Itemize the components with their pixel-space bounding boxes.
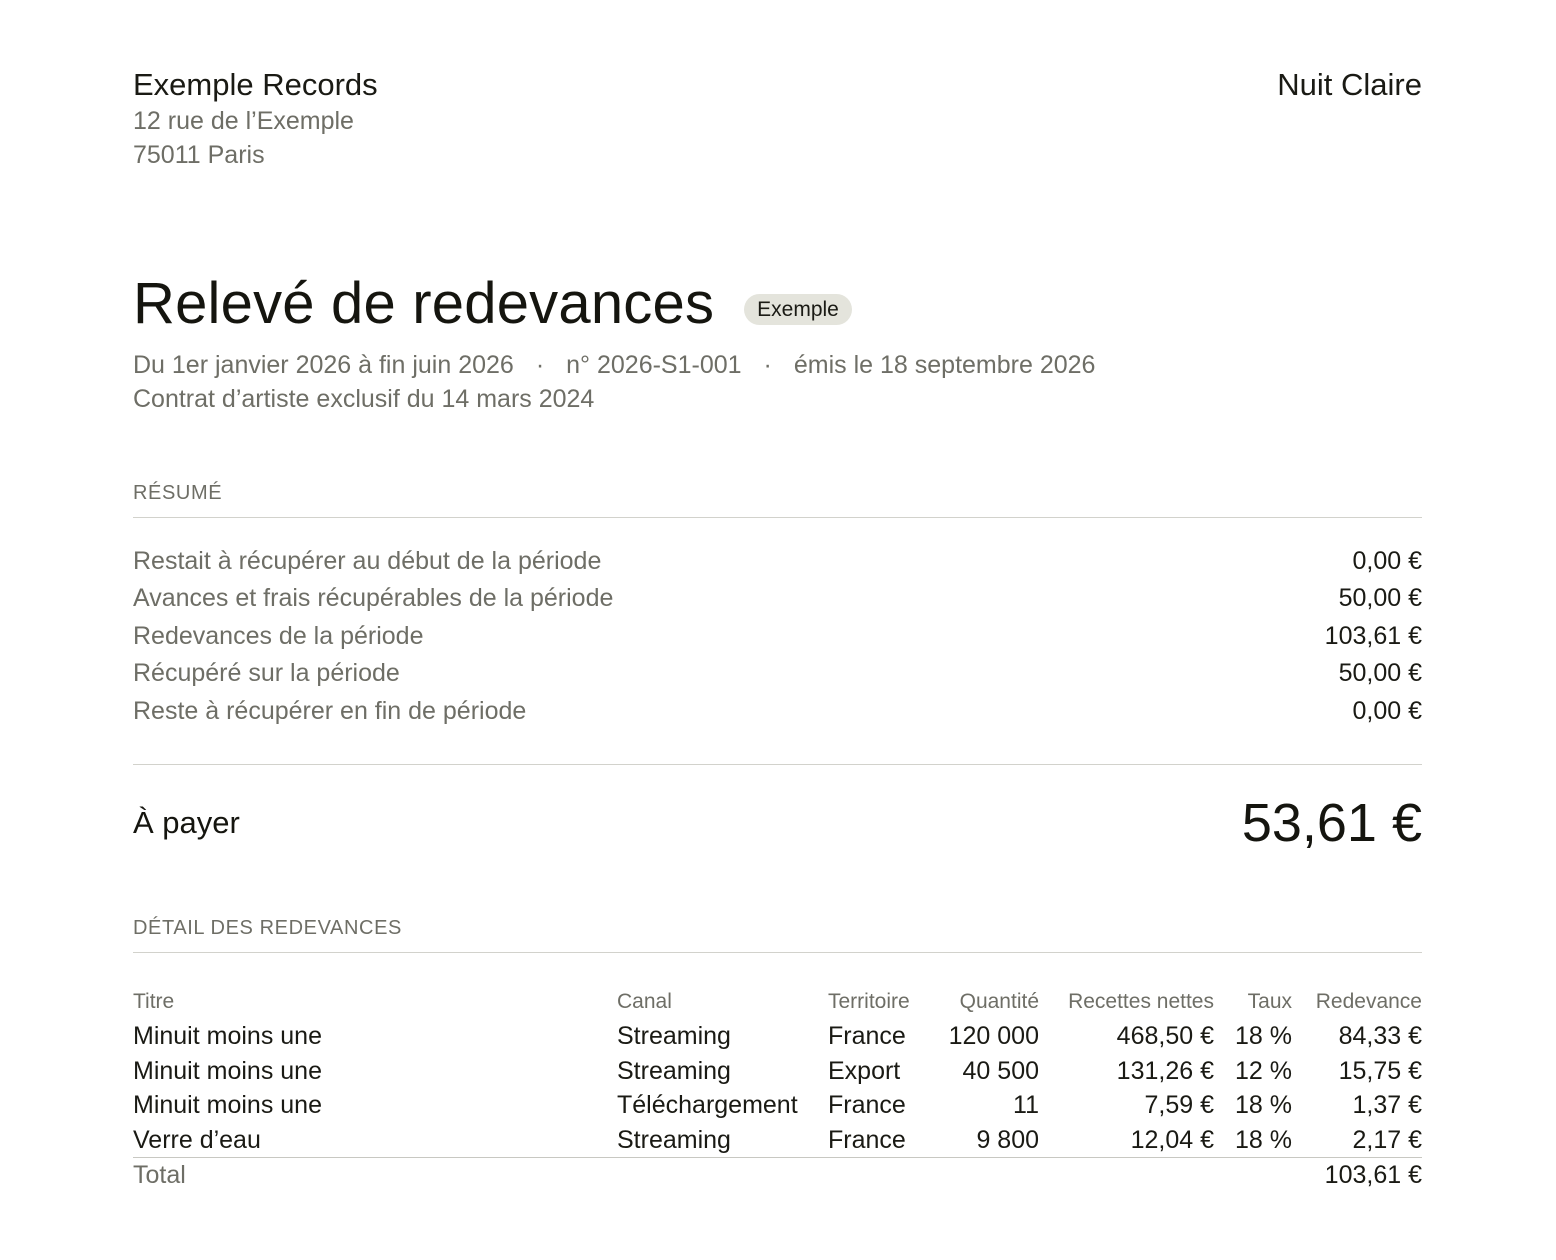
table-row [133,1054,1422,1089]
page-title: Relevé de redevances [133,271,715,336]
empty-cell [1214,1158,1292,1193]
cell-quantity: 11 [1013,1091,1039,1120]
summary-heading: RÉSUMÉ [133,482,1422,518]
cell-territory: Export [828,1056,901,1085]
column-header: Titre [133,990,175,1014]
cell-title: Minuit moins une [133,1056,322,1085]
amount-due-label: À payer [133,805,240,841]
cell-quantity: 120 000 [948,1022,1039,1051]
total-label: Total [133,1158,617,1193]
summary-row [133,618,1422,655]
label-address-line2: 75011 Paris [133,141,265,169]
cell-title: Minuit moins une [133,1022,322,1051]
cell-rate: 12 % [1235,1056,1292,1085]
amount-due-value: 53,61 € [1241,793,1422,854]
example-badge: Exemple [744,294,852,325]
summary-value: 50,00 € [1338,659,1422,688]
amount-due-row [133,791,1422,855]
meta-separator: · [763,351,772,379]
summary-label: Récupéré sur la période [133,659,400,688]
statement-meta [133,348,1422,416]
cell-channel: Streaming [617,1125,731,1154]
table-row [133,1088,1422,1123]
table-row [133,1019,1422,1054]
cell-territory: France [828,1125,906,1154]
cell-net-revenue: 468,50 € [1116,1022,1214,1051]
summary-row [133,543,1422,580]
table-row [133,1123,1422,1158]
summary-list [133,543,1422,765]
cell-territory: France [828,1091,906,1120]
cell-title: Verre d’eau [133,1125,261,1154]
title-row [133,268,1422,340]
cell-channel: Streaming [617,1056,731,1085]
table-header-row [133,989,1422,1019]
column-header: Territoire [828,990,910,1014]
detail-heading: DÉTAIL DES REDEVANCES [133,917,1422,953]
empty-cell [1039,1158,1214,1193]
summary-row [133,580,1422,617]
column-header: Redevance [1315,990,1422,1014]
cell-title: Minuit moins une [133,1091,322,1120]
cell-quantity: 40 500 [962,1056,1039,1085]
summary-row [133,655,1422,692]
royalty-detail-table [133,989,1422,1193]
artist-name: Nuit Claire [1277,67,1422,102]
cell-royalty: 84,33 € [1338,1022,1422,1051]
cell-territory: France [828,1022,906,1051]
summary-value: 0,00 € [1352,696,1422,725]
cell-rate: 18 % [1235,1125,1292,1154]
statement-number: n° 2026-S1-001 [566,351,742,379]
column-header: Taux [1247,990,1292,1014]
cell-quantity: 9 800 [976,1125,1039,1154]
cell-net-revenue: 12,04 € [1130,1125,1214,1154]
cell-rate: 18 % [1235,1091,1292,1120]
summary-label: Reste à récupérer en fin de période [133,696,527,725]
period-text: Du 1er janvier 2026 à fin juin 2026 [133,351,514,379]
summary-value: 50,00 € [1338,584,1422,613]
empty-cell [828,1158,936,1193]
label-block [133,66,378,172]
cell-royalty: 15,75 € [1338,1056,1422,1085]
cell-net-revenue: 7,59 € [1144,1091,1214,1120]
summary-label: Redevances de la période [133,621,424,650]
issue-date: émis le 18 septembre 2026 [793,351,1096,379]
empty-cell [936,1158,1039,1193]
column-header: Quantité [959,990,1039,1014]
cell-net-revenue: 131,26 € [1116,1056,1214,1085]
total-value: 103,61 € [1292,1158,1422,1193]
empty-cell [617,1158,828,1193]
cell-rate: 18 % [1235,1022,1292,1051]
cell-channel: Streaming [617,1022,731,1051]
column-header: Canal [617,990,672,1014]
summary-value: 103,61 € [1324,621,1422,650]
meta-separator: · [535,351,545,379]
contract-text: Contrat d’artiste exclusif du 14 mars 2024 [133,385,595,413]
royalty-statement [133,0,1422,1193]
statement-header [133,66,1422,172]
cell-channel: Téléchargement [617,1091,798,1120]
summary-row [133,693,1422,730]
label-name: Exemple Records [133,67,378,102]
summary-label: Avances et frais récupérables de la période [133,584,614,613]
cell-royalty: 1,37 € [1352,1091,1422,1120]
summary-label: Restait à récupérer au début de la période [133,547,602,575]
summary-value: 0,00 € [1352,547,1422,575]
meta-line1 [133,348,1422,382]
label-address-line1: 12 rue de l’Exemple [133,107,354,135]
column-header: Recettes nettes [1068,990,1214,1014]
cell-royalty: 2,17 € [1352,1125,1422,1154]
table-total-row [133,1158,1422,1193]
